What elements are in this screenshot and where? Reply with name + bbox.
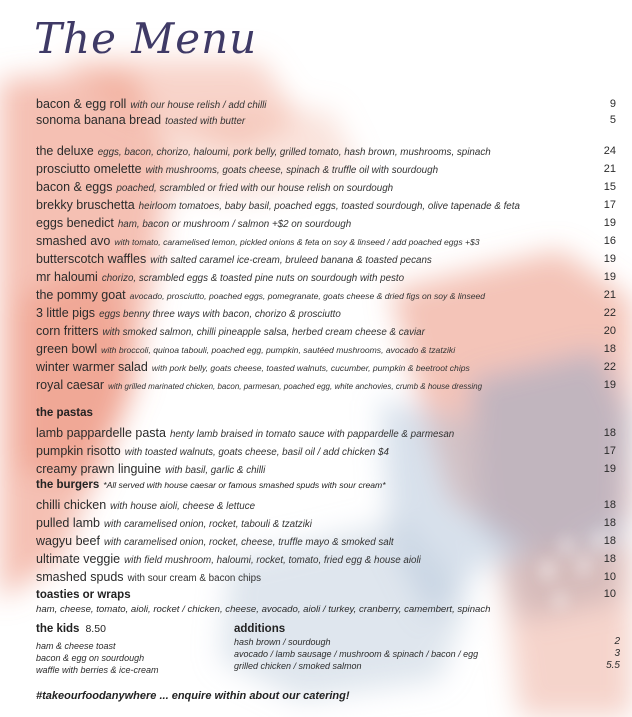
item-name: mr haloumi bbox=[36, 270, 98, 284]
item-name: the pommy goat bbox=[36, 288, 126, 302]
item-name: corn fritters bbox=[36, 324, 99, 338]
item-price: 9 bbox=[609, 98, 616, 110]
item-desc: with salted caramel ice-cream, bruleed banana & toasted pecans bbox=[150, 255, 432, 266]
item-price: 18 bbox=[603, 553, 616, 565]
addition-price: 3 bbox=[614, 648, 620, 659]
item-price: 5 bbox=[609, 114, 616, 126]
item-name: wagyu beef bbox=[36, 534, 100, 548]
item-name: creamy prawn linguine bbox=[36, 462, 162, 476]
item-desc: with house aioli, cheese & lettuce bbox=[110, 501, 256, 512]
toasties-price: 10 bbox=[603, 588, 616, 600]
list-item: grilled chicken / smoked salmon bbox=[234, 661, 362, 671]
menu-item bbox=[36, 497, 616, 513]
menu-item bbox=[36, 143, 616, 159]
item-price: 24 bbox=[603, 145, 616, 157]
menu-item bbox=[36, 425, 616, 441]
additions-prices bbox=[606, 636, 620, 672]
item-name: lamb pappardelle pasta bbox=[36, 426, 166, 440]
list-item: bacon & egg on sourdough bbox=[36, 653, 145, 663]
item-name: the deluxe bbox=[36, 144, 94, 158]
menu-item bbox=[36, 305, 616, 321]
item-price: 19 bbox=[603, 379, 616, 391]
kids-heading: the kids bbox=[36, 623, 80, 635]
item-price: 18 bbox=[603, 343, 616, 355]
item-price: 21 bbox=[603, 163, 616, 175]
item-desc: with caramelised onion, rocket, cheese, truffle mayo & smoked salt bbox=[103, 537, 394, 548]
item-desc: toasted with butter bbox=[165, 116, 246, 127]
item-price: 16 bbox=[603, 235, 616, 247]
section-heading-additions: additions bbox=[234, 623, 286, 635]
menu-item bbox=[36, 359, 616, 375]
menu-item bbox=[36, 515, 616, 531]
list-item: ham & cheese toast bbox=[36, 641, 116, 651]
menu-item bbox=[36, 251, 616, 267]
item-desc: heirloom tomatoes, baby basil, poached eggs, toasted sourdough, olive tapenade & feta bbox=[138, 201, 520, 212]
toasties-desc: ham, cheese, tomato, aioli, rocket / chicken, cheese, avocado, aioli / turkey, cranberry, camembert, spinach bbox=[36, 604, 491, 615]
menu-item bbox=[36, 461, 616, 477]
item-name: ultimate veggie bbox=[36, 552, 121, 566]
item-price: 18 bbox=[603, 517, 616, 529]
item-desc: with mushrooms, goats cheese, spinach & truffle oil with sourdough bbox=[145, 165, 439, 176]
item-name: winter warmer salad bbox=[36, 360, 148, 374]
item-desc: ham, bacon or mushroom / salmon +$2 on sourdough bbox=[117, 219, 352, 230]
menu-item bbox=[36, 161, 616, 177]
item-desc: with sour cream & bacon chips bbox=[127, 573, 261, 584]
item-price: 19 bbox=[603, 217, 616, 229]
burgers-note: *All served with house caesar or famous smashed spuds with sour cream* bbox=[103, 480, 386, 490]
additions-list bbox=[234, 636, 478, 672]
item-name: bacon & egg roll bbox=[36, 97, 127, 111]
menu-item bbox=[36, 533, 616, 549]
menu-item bbox=[36, 112, 616, 128]
item-desc: with basil, garlic & chilli bbox=[165, 465, 266, 476]
menu-item bbox=[36, 443, 616, 459]
item-name: butterscotch waffles bbox=[36, 252, 147, 266]
item-desc: with smoked salmon, chilli pineapple salsa, herbed cream cheese & caviar bbox=[102, 327, 425, 338]
item-price: 17 bbox=[603, 199, 616, 211]
menu-item bbox=[36, 551, 616, 567]
item-name: bacon & eggs bbox=[36, 180, 113, 194]
list-item: hash brown / sourdough bbox=[234, 637, 331, 647]
menu-item bbox=[36, 269, 616, 285]
item-name: prosciutto omelette bbox=[36, 162, 142, 176]
item-name: pulled lamb bbox=[36, 516, 100, 530]
item-desc: with our house relish / add chilli bbox=[130, 100, 267, 111]
menu-item bbox=[36, 569, 616, 585]
burgers-heading: the burgers bbox=[36, 479, 100, 491]
item-price: 18 bbox=[603, 535, 616, 547]
list-item: avocado / lamb sausage / mushroom & spinach / bacon / egg bbox=[234, 649, 479, 659]
item-desc: poached, scrambled or fried with our house relish on sourdough bbox=[116, 183, 394, 194]
item-name: pumpkin risotto bbox=[36, 444, 121, 458]
menu-item bbox=[36, 287, 616, 303]
item-price: 10 bbox=[603, 571, 616, 583]
item-desc: with broccoli, quinoa tabouli, poached egg, pumpkin, sautéed mushrooms, avocado & tzatziki bbox=[101, 345, 456, 355]
item-desc: eggs, bacon, chorizo, haloumi, pork belly, grilled tomato, hash brown, mushrooms, spinach bbox=[97, 147, 491, 158]
kids-list bbox=[36, 640, 159, 676]
menu-item bbox=[36, 215, 616, 231]
item-name: brekky bruschetta bbox=[36, 198, 135, 212]
item-price: 19 bbox=[603, 463, 616, 475]
item-name: green bowl bbox=[36, 342, 98, 356]
menu-item bbox=[36, 341, 616, 357]
item-desc: avocado, prosciutto, poached eggs, pomegranate, goats cheese & dried figs on soy & linseed bbox=[129, 291, 486, 301]
addition-price: 2 bbox=[614, 636, 620, 647]
kids-price: 8.50 bbox=[85, 623, 106, 635]
item-name: sonoma banana bread bbox=[36, 113, 162, 127]
list-item: waffle with berries & ice-cream bbox=[36, 665, 159, 675]
item-desc: with toasted walnuts, goats cheese, basil oil / add chicken $4 bbox=[124, 447, 389, 458]
footer-catering-note: #takeourfoodanywhere ... enquire within about our catering! bbox=[36, 690, 350, 702]
item-price: 22 bbox=[603, 361, 616, 373]
item-desc: with field mushroom, haloumi, rocket, tomato, fried egg & house aioli bbox=[124, 555, 421, 566]
item-price: 22 bbox=[603, 307, 616, 319]
item-desc: with tomato, caramelised lemon, pickled onions & feta on soy & linseed / add poached eggs +$3 bbox=[114, 237, 480, 247]
item-desc: with grilled marinated chicken, bacon, parmesan, poached egg, white anchovies, crumb & house dressing bbox=[108, 382, 483, 391]
section-heading-toasties: toasties or wraps bbox=[36, 589, 131, 601]
item-price: 18 bbox=[603, 499, 616, 511]
section-heading-kids bbox=[36, 623, 106, 635]
item-desc: chorizo, scrambled eggs & toasted pine nuts on sourdough with pesto bbox=[101, 273, 405, 284]
item-name: smashed avo bbox=[36, 234, 111, 248]
item-price: 17 bbox=[603, 445, 616, 457]
item-name: chilli chicken bbox=[36, 498, 107, 512]
addition-price: 5.5 bbox=[606, 660, 620, 671]
item-name: royal caesar bbox=[36, 378, 105, 392]
section-heading-burgers bbox=[36, 479, 386, 491]
item-price: 21 bbox=[603, 289, 616, 301]
item-price: 18 bbox=[603, 427, 616, 439]
item-price: 19 bbox=[603, 253, 616, 265]
menu-item bbox=[36, 96, 616, 112]
item-price: 19 bbox=[603, 271, 616, 283]
item-name: eggs benedict bbox=[36, 216, 114, 230]
item-price: 15 bbox=[603, 181, 616, 193]
item-name: 3 little pigs bbox=[36, 306, 96, 320]
item-desc: eggs benny three ways with bacon, chorizo & prosciutto bbox=[99, 309, 341, 320]
menu-item bbox=[36, 377, 616, 393]
page-title: The Menu bbox=[34, 14, 258, 63]
item-name: smashed spuds bbox=[36, 570, 124, 584]
section-heading-pastas: the pastas bbox=[36, 407, 93, 419]
menu-item bbox=[36, 323, 616, 339]
item-price: 20 bbox=[603, 325, 616, 337]
menu-item bbox=[36, 197, 616, 213]
menu-item bbox=[36, 179, 616, 195]
item-desc: with caramelised onion, rocket, tabouli & tzatziki bbox=[103, 519, 312, 530]
item-desc: with pork belly, goats cheese, toasted walnuts, cucumber, pumpkin & beetroot chips bbox=[151, 363, 470, 373]
item-desc: henty lamb braised in tomato sauce with pappardelle & parmesan bbox=[169, 429, 455, 440]
menu-item bbox=[36, 233, 616, 249]
